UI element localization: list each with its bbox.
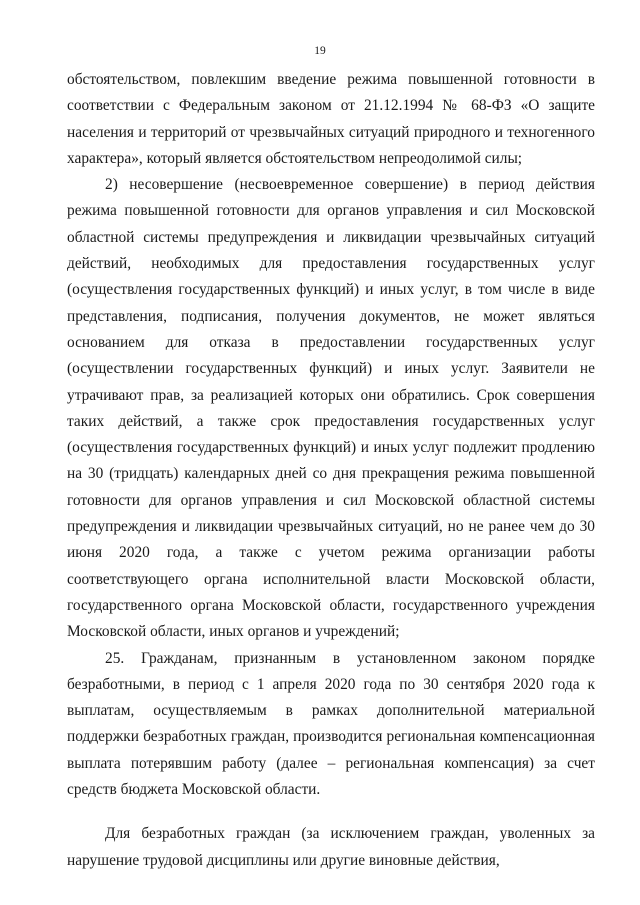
paragraph-continuation: обстоятельством, повлекшим введение режима повышенной готовности в соответствии с Федеральным законом от 21.12.1994 № 68-ФЗ «О защите населения и территорий от чрезвычайных ситуаций природного и техногенного характера», который является обстоятельством непреодолимой силы; — [67, 71, 595, 167]
page-number: 19 — [314, 45, 326, 57]
document-body — [67, 67, 595, 874]
paragraph-section-25: 25. Гражданам, признанным в установленном законом порядке безработными, в период с 1 апреля 2020 года по 30 сентября 2020 года к выплатам, осуществляемым в рамках дополнительной материальной поддержки безработных граждан, производится региональная компенсационная выплата потерявшим работу (далее – региональная компенсация) за счет средств бюджета Московской области. — [67, 649, 595, 799]
paragraph-item-2: 2) несовершение (несвоевременное совершение) в период действия режима повышенной готовности для органов управления и сил Московской областной системы предупреждения и ликвидации чрезвычайных ситуаций действий, необходимых для предоставления государственных услуг (осуществления государственных функций) и иных услуг, в том числе в виде представления, подписания, получения документов, не может являться основанием для отказа в предоставлении государственных услуг (осуществлении государственных функций) и иных услуг. Заявители не утрачивают прав, за реализацией которых они обратились. Срок совершения таких действий, а также срок предоставления государственных услуг (осуществления государственных функций) и иных услуг подлежит продлению на 30 (тридцать) календарных дней со дня прекращения режима повышенной готовности для органов управления и сил Московской областной системы предупреждения и ликвидации чрезвычайных ситуаций, но не ранее чем до 30 июня 2020 года, а также с учетом режима организации работы соответствующего органа исполнительной власти Московской области, государственного органа Московской области, государственного учреждения Московской области, иных органов и учреждений; — [67, 176, 595, 641]
paragraph-unemployed-citizens: Для безработных граждан (за исключением граждан, уволенных за нарушение трудовой дисциплины или другие виновные действия, — [67, 825, 595, 869]
